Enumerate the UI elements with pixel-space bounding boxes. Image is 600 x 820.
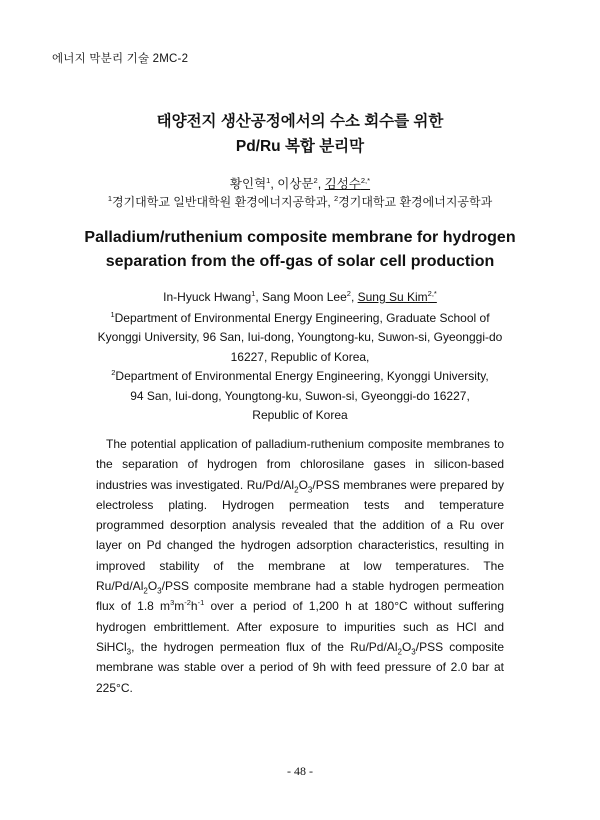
korean-author-name: 황인혁 (229, 177, 267, 191)
english-author-name: In-Hyuck Hwang (163, 290, 252, 304)
page-number: - 48 - (287, 764, 313, 778)
affiliation-mark: 2 (111, 368, 116, 378)
session-label: 에너지 막분리 기술 2MC-2 (52, 53, 189, 65)
korean-affiliation: 경기대학교 환경에너지공학과 (338, 195, 493, 209)
author-affiliation-mark: 1 (266, 175, 271, 185)
author-affiliation-mark: 2 (346, 289, 351, 298)
affiliation-mark: 1 (110, 310, 115, 319)
abstract-paragraph: The potential application of palladium-ruthenium composite membranes to the separation of hydrogen from chlorosilane gases in silicon-based industries was investigated. $Ru/Pd/Al_2O_3$/PSS membranes were prepared by electroless plating. Hydrogen permeation tests and temperature programmed desorption analysis revealed that the addition of a Ru over layer on Pd changed the hydrogen adsorption characteristics, resulting in improved stability of the membrane at low temperatures. The $Ru/Pd/Al_2O_3$/PSS composite membrane had a stable hydrogen permeation flux of 1.8 $m^3m^{-2}h^{-1}$ over a period of 1,200 h at 180°C without suffering hydrogen embrittlement. After exposure to impurities such as HCl and SiHCl$_3$, the hydrogen permeation flux of the $Ru/Pd/Al_2O_3$/PSS composite membrane was stable over a period of 9h with feed pressure of 2.0 bar at 225°C. (96, 437, 505, 695)
korean-authors: 황인혁$^1$, 이상문$^2$, 김성수$^{2,*}$ (229, 175, 371, 191)
author-affiliation-mark: 2 (313, 175, 318, 185)
korean-title-line-2: Pd/Ru 복합 분리막 (235, 138, 365, 155)
english-title (0, 226, 600, 274)
author-affiliation-mark: 2,* (360, 175, 371, 185)
author-affiliation-mark: 1 (251, 289, 256, 298)
corresponding-korean-author-name: 김성수$^{2,*}$ (324, 175, 371, 191)
korean-affiliations: $^1$경기대학교 일반대학원 환경에너지공학과, $^2$경기대학교 환경에너지공학과 (107, 194, 493, 209)
korean-title (0, 109, 600, 159)
english-author-name: Sang Moon Lee (262, 290, 347, 304)
korean-title-line-1: 태양전지 생산공정에서의 수소 회수를 위한 (156, 113, 444, 130)
corresponding-english-author-name: Sung Su Kim$^{2,*}$ (357, 289, 437, 304)
english-authors: In-Hyuck Hwang$^1$, Sang Moon Lee$^2$, Sung Su Kim$^{2,*}$ (163, 289, 437, 304)
korean-affiliation: 경기대학교 일반대학원 환경에너지공학과 (111, 195, 328, 209)
english-title-line-1: Palladium/ruthenium composite membrane for hydrogen (84, 229, 516, 246)
author-affiliation-mark: 2,* (427, 289, 437, 298)
affiliation-mark: 2 (333, 194, 339, 203)
affiliation-1-line-3: 16227, Republic of Korea, (230, 349, 370, 364)
affiliation-mark: 1 (107, 194, 112, 203)
affiliation-2-line-2: 94 San, Iui-dong, Youngtong-ku, Suwon-si, Gyeonggi-do 16227, (130, 388, 470, 403)
english-affiliations (0, 309, 600, 425)
korean-author-name: 이상문 (277, 177, 314, 191)
affiliation-1-line-1: $^1$Department of Environmental Energy Engineering, Graduate School of (110, 310, 490, 325)
english-title-line-2: separation from the off-gas of solar cell production (105, 253, 495, 270)
affiliation-2-line-3: Republic of Korea (252, 408, 348, 423)
affiliation-2-line-1: $^2$Department of Environmental Energy Engineering, Kyonggi University, (111, 368, 489, 384)
affiliation-1-line-2: Kyonggi University, 96 San, Iui-dong, Youngtong-ku, Suwon-si, Gyeonggi-do (97, 330, 503, 345)
